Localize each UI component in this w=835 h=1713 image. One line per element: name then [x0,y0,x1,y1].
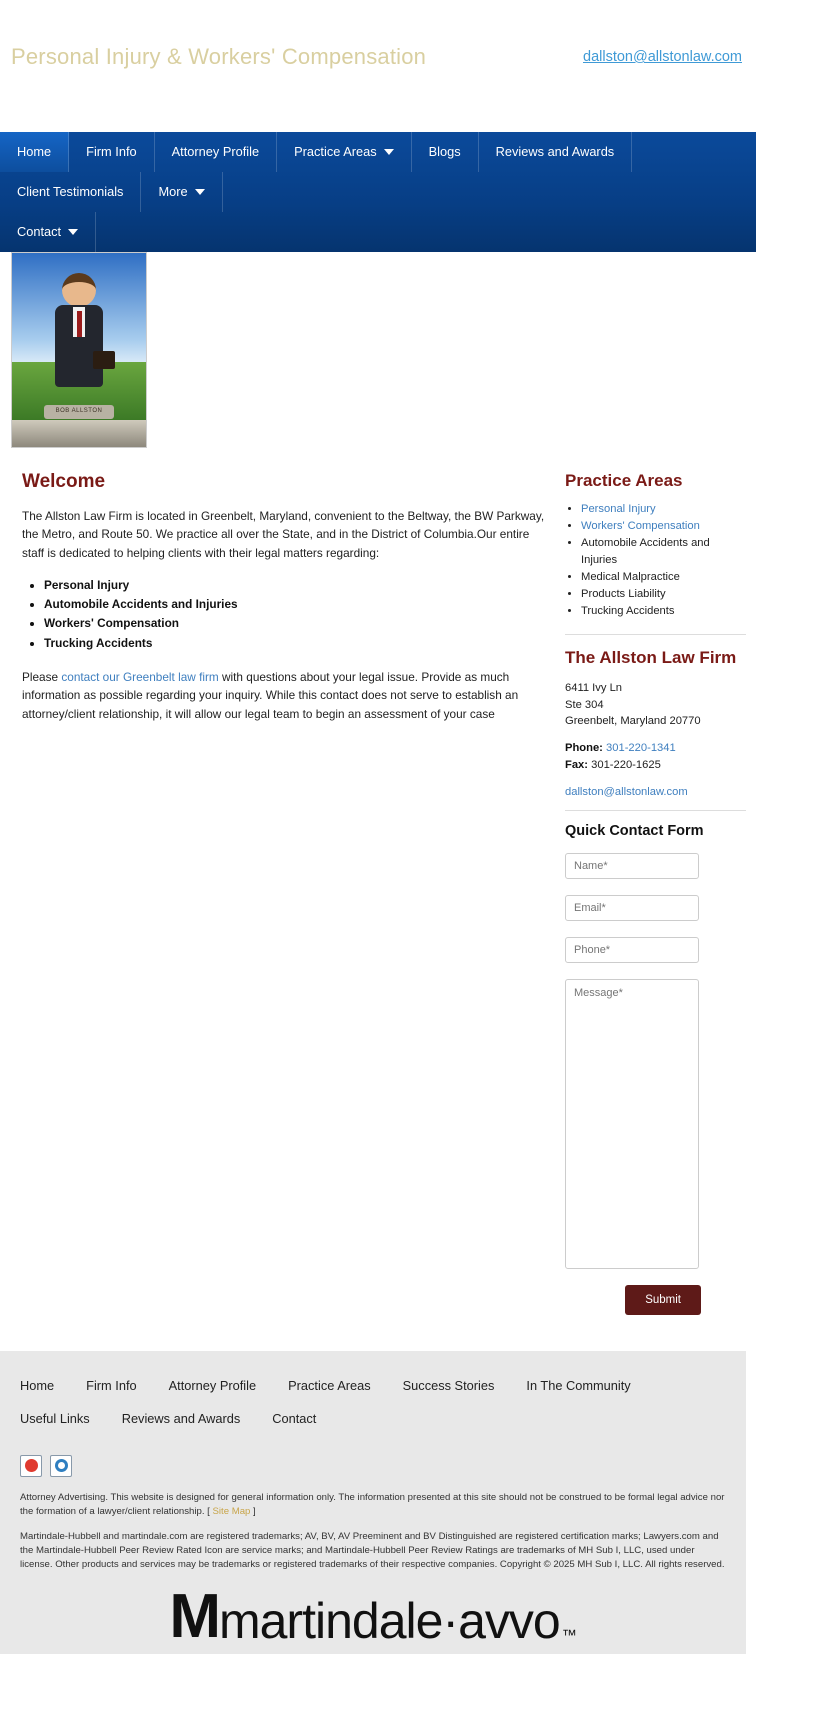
practice-area-link[interactable]: Workers' Compensation [581,520,700,533]
nav-item-label: Attorney Profile [171,144,260,159]
footer-badges [20,1455,726,1477]
footer-link-in-the-community[interactable]: In The Community [526,1377,631,1393]
content-area [0,450,756,1315]
address-line-2: Ste 304 [565,698,604,711]
site-map-link[interactable]: Site Map [212,1506,251,1518]
sidebar [565,462,756,1315]
main-column [0,462,565,737]
phone-link[interactable]: 301-220-1341 [606,742,676,755]
nav-item-attorney-profile[interactable] [155,132,278,172]
figure-head [62,273,96,307]
fax-label: Fax: [565,759,589,772]
footer-link-contact[interactable]: Contact [272,1410,317,1426]
hero-banner [0,252,756,450]
fax-value: 301-220-1625 [591,759,661,772]
list-item: • Automobile Accidents and Injuries [44,595,545,613]
list-item: • Products Liability [581,586,746,602]
nav-item-reviews-and-awards[interactable] [479,132,633,172]
name-field[interactable] [565,853,699,879]
nav-item-client-testimonials[interactable] [0,172,141,212]
nav-item-label: More [158,184,188,199]
firm-phone-block [565,740,746,774]
footer-link-success-stories[interactable]: Success Stories [402,1377,495,1393]
footer-link-firm-info[interactable]: Firm Info [86,1377,137,1393]
chevron-down-icon [68,229,78,235]
header-email-link[interactable]: dallston@allstonlaw.com [583,49,742,65]
figure-briefcase [93,351,115,369]
footer-nav-row-2 [20,1402,726,1435]
nav-item-contact[interactable] [0,212,96,252]
record-dot [25,1459,38,1472]
closing-prefix: Please [22,669,62,684]
attorney-advertising-disclaimer [20,1491,726,1520]
list-item: • Automobile Accidents and Injuries [581,535,746,567]
list-item: • Trucking Accidents [44,634,545,652]
closing-suffix: with questions about your legal issue. Provide as much information as possible regarding your inquiry. While this contact does not serve to establish an attorney/client relationship, it will allow our legal team to begin an assessment of your case [22,669,519,721]
nav-item-label: Contact [17,224,62,239]
brand-trademark-symbol: ™ [561,1626,577,1644]
list-item: • Workers' Compensation [44,614,545,632]
nav-item-home[interactable] [0,132,69,172]
site-footer [0,1351,746,1654]
nav-item-label: Client Testimonials [17,184,124,199]
avvo-badge-icon[interactable] [50,1455,72,1477]
nav-item-more[interactable] [141,172,222,212]
sidebar-practice-areas-title: Practice Areas [565,471,683,490]
trademark-notice: Martindale-Hubbell and martindale.com are registered trademarks; AV, BV, AV Preeminent and BV Distinguished are registered certification marks; Lawyers.com and the Martindale-Hubbell Peer Review Rated Icon are service marks; and Martindale-Hubbell Peer Review Ratings are trademarks of MH Sub I, LLC, used under license. Other products and services may be trademarks or registered trademarks of their respective companies. Copyright © 2025 MH Sub I, LLC. All rights reserved. [20,1530,725,1571]
practice-highlights-list [22,576,545,652]
sidebar-email-link[interactable]: dallston@allstonlaw.com [565,785,688,798]
nav-row-secondary [0,212,756,252]
contact-firm-link[interactable]: contact our Greenbelt law firm [61,669,219,684]
figure-tie [77,311,82,337]
intro-paragraph: The Allston Law Firm is located in Greenbelt, Maryland, convenient to the Beltway, the BW Parkway, the Metro, and Route 50. We practice all over the State, and in the District of Columbia.Our entire staff is dedicated to helping clients with their legal matters regarding: [22,509,545,560]
main-navigation [0,132,756,252]
footer-link-useful-links[interactable]: Useful Links [20,1410,90,1426]
sidebar-practice-areas-list [565,501,746,620]
nav-item-firm-info[interactable] [69,132,154,172]
closing-paragraph [22,668,545,723]
footer-link-reviews-and-awards[interactable]: Reviews and Awards [121,1410,241,1426]
list-item[interactable] [581,518,746,534]
footer-nav-row-1 [20,1369,726,1402]
nav-item-label: Firm Info [86,144,137,159]
figure-base-label: BOB ALLSTON [55,408,103,414]
footer-link-attorney-profile[interactable]: Attorney Profile [168,1377,257,1393]
page-title: Welcome [22,471,106,492]
site-tagline: Personal Injury & Workers' Compensation [11,44,427,69]
phone-field[interactable] [565,937,699,963]
photo-shelf [12,420,146,447]
nav-item-practice-areas[interactable] [277,132,412,172]
record-badge-icon[interactable] [20,1455,42,1477]
list-item: • Trucking Accidents [581,603,746,619]
practice-area-link[interactable]: Personal Injury [581,503,656,515]
martindale-avvo-logo [20,1583,726,1654]
address-line-3: Greenbelt, Maryland 20770 [565,715,701,728]
nav-item-label: Practice Areas [294,144,377,159]
address-line-1: 6411 Ivy Ln [565,681,623,694]
chevron-down-icon [384,149,394,155]
nav-item-label: Blogs [428,144,461,159]
message-field[interactable] [565,979,699,1269]
quick-contact-form-title: Quick Contact Form [565,822,704,839]
submit-button[interactable]: Submit [625,1285,701,1315]
brand-wordmark: martindale·avvo [218,1592,560,1649]
brand-mark-icon: M [169,1581,217,1651]
nav-item-label: Home [17,144,52,159]
avvo-dot [55,1459,68,1472]
phone-label: Phone: [565,742,603,755]
nav-item-blogs[interactable] [412,132,479,172]
fax-row [565,757,746,774]
firm-address [565,680,746,730]
list-item: • Personal Injury [44,576,545,594]
firm-name-heading: The Allston Law Firm [565,647,737,667]
submit-row [565,1285,701,1315]
footer-link-home[interactable]: Home [20,1377,55,1393]
list-item: • Medical Malpractice [581,569,746,585]
email-field[interactable] [565,895,699,921]
sidebar-divider [565,634,746,635]
disclaimer-prefix: Attorney Advertising. This website is designed for general information only. The information presented at this site should not be construed to be formal legal advice nor the formation of a lawyer/client relationship. [ [20,1491,725,1518]
footer-link-practice-areas[interactable]: Practice Areas [288,1377,371,1393]
sidebar-divider-2 [565,810,746,811]
list-item[interactable] [581,501,746,517]
attorney-bobblehead-photo [11,252,147,448]
chevron-down-icon [195,189,205,195]
nav-item-label: Reviews and Awards [495,144,615,159]
site-header [0,0,835,132]
phone-row [565,740,746,757]
nav-row-primary [0,132,756,212]
disclaimer-suffix: ] [250,1506,256,1518]
